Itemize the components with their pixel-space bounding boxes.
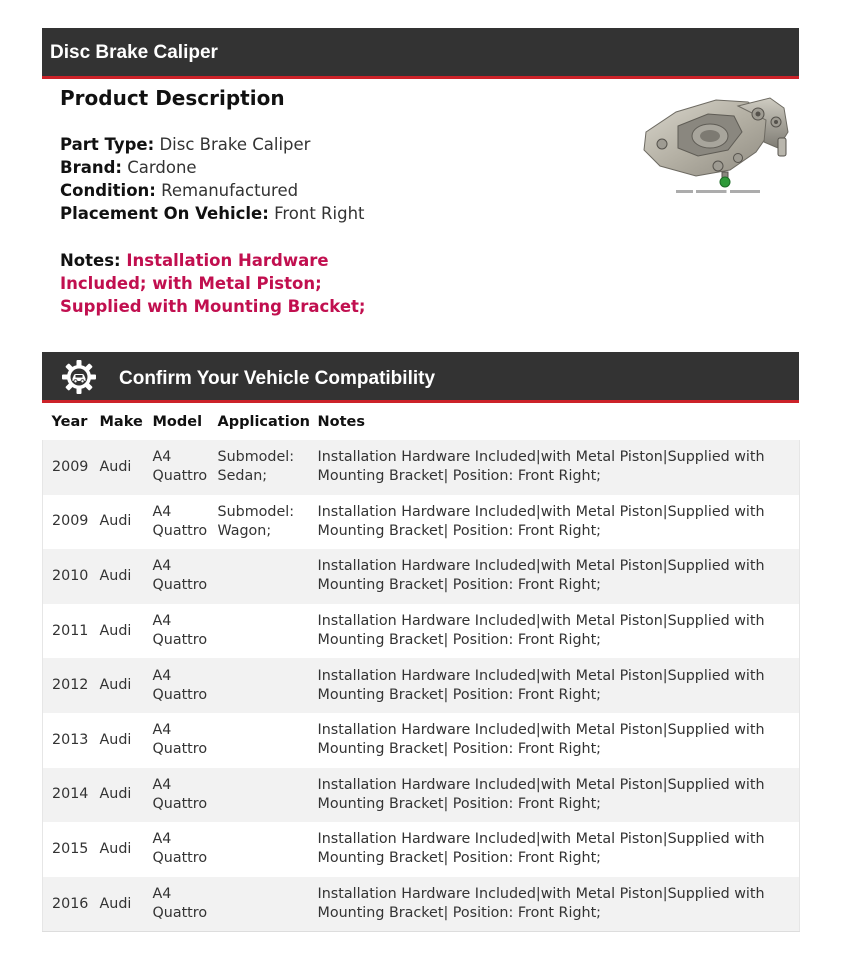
cell-notes: Installation Hardware Included|with Metal Piston|Supplied with Mounting Bracket| Position: Front Right; <box>309 768 800 823</box>
column-header-make: Make <box>99 413 143 430</box>
cell-make: Audi <box>91 604 144 659</box>
cell-year: 2016 <box>43 877 91 932</box>
cell-notes: Installation Hardware Included|with Metal Piston|Supplied with Mounting Bracket| Position: Front Right; <box>309 713 800 768</box>
field-value: Cardone <box>127 158 197 177</box>
cell-application: Submodel: Sedan; <box>209 440 309 495</box>
cell-notes: Installation Hardware Included|with Metal Piston|Supplied with Mounting Bracket| Position: Front Right; <box>309 877 800 932</box>
compatibility-title: Confirm Your Vehicle Compatibility <box>119 368 436 389</box>
field-value: Disc Brake Caliper <box>159 135 311 154</box>
cell-make: Audi <box>91 549 144 604</box>
table-body <box>43 440 800 932</box>
cell-application <box>209 604 309 659</box>
field-label: Condition: <box>60 181 156 200</box>
field-label: Placement On Vehicle: <box>60 204 269 223</box>
cell-year: 2010 <box>43 549 91 604</box>
table-row <box>43 495 800 550</box>
cell-model: A4 Quattro <box>144 604 209 659</box>
cell-application <box>209 768 309 823</box>
field-label: Brand: <box>60 158 123 177</box>
cell-year: 2009 <box>43 495 91 550</box>
cell-notes: Installation Hardware Included|with Metal Piston|Supplied with Mounting Bracket| Position: Front Right; <box>309 604 800 659</box>
cell-model: A4 Quattro <box>144 549 209 604</box>
cell-model: A4 Quattro <box>144 768 209 823</box>
notes-label: Notes: <box>60 251 121 270</box>
description-heading: Product Description <box>60 86 285 110</box>
cell-notes: Installation Hardware Included|with Metal Piston|Supplied with Mounting Bracket| Position: Front Right; <box>309 822 800 877</box>
cell-notes: Installation Hardware Included|with Metal Piston|Supplied with Mounting Bracket| Position: Front Right; <box>309 495 800 550</box>
cell-application <box>209 822 309 877</box>
condition-row <box>60 179 620 202</box>
cell-year: 2014 <box>43 768 91 823</box>
cell-application <box>209 549 309 604</box>
table-header-row <box>43 403 800 440</box>
cell-make: Audi <box>91 822 144 877</box>
cell-application <box>209 713 309 768</box>
column-header-year: Year <box>51 413 88 430</box>
column-header-model: Model <box>152 413 203 430</box>
field-label: Part Type: <box>60 135 155 154</box>
cell-model: A4 Quattro <box>144 658 209 713</box>
cell-model: A4 Quattro <box>144 877 209 932</box>
cell-notes: Installation Hardware Included|with Metal Piston|Supplied with Mounting Bracket| Position: Front Right; <box>309 440 800 495</box>
brake-caliper-image <box>638 92 798 198</box>
column-header-application: Application <box>217 413 310 430</box>
cell-model: A4 Quattro <box>144 713 209 768</box>
notes-value: Installation Hardware Included; with Metal Piston; Supplied with Mounting Bracket; <box>60 251 366 316</box>
column-header-notes: Notes <box>317 413 365 430</box>
cell-year: 2011 <box>43 604 91 659</box>
cell-year: 2013 <box>43 713 91 768</box>
compatibility-table <box>42 403 800 932</box>
table-row <box>43 822 800 877</box>
cell-model: A4 Quattro <box>144 440 209 495</box>
table-row <box>43 877 800 932</box>
table-row <box>43 604 800 659</box>
table-row <box>43 440 800 495</box>
cell-notes: Installation Hardware Included|with Metal Piston|Supplied with Mounting Bracket| Position: Front Right; <box>309 549 800 604</box>
cell-year: 2012 <box>43 658 91 713</box>
cell-notes: Installation Hardware Included|with Metal Piston|Supplied with Mounting Bracket| Position: Front Right; <box>309 658 800 713</box>
cell-application <box>209 877 309 932</box>
cell-make: Audi <box>91 440 144 495</box>
table-row <box>43 768 800 823</box>
field-value: Front Right <box>274 204 365 223</box>
part-type-row <box>60 133 620 156</box>
field-value: Remanufactured <box>161 181 299 200</box>
cell-model: A4 Quattro <box>144 495 209 550</box>
compatibility-table-container <box>42 403 799 932</box>
cell-make: Audi <box>91 495 144 550</box>
cell-year: 2009 <box>43 440 91 495</box>
page-title: Disc Brake Caliper <box>50 42 218 63</box>
gear-car-icon <box>61 359 97 395</box>
compatibility-header <box>42 352 799 403</box>
placement-row <box>60 202 620 225</box>
cell-application: Submodel: Wagon; <box>209 495 309 550</box>
table-row <box>43 658 800 713</box>
product-description <box>60 85 620 318</box>
cell-make: Audi <box>91 713 144 768</box>
table-row <box>43 549 800 604</box>
cell-application <box>209 658 309 713</box>
cell-make: Audi <box>91 768 144 823</box>
image-caption-fineprint <box>676 190 760 193</box>
cell-make: Audi <box>91 877 144 932</box>
product-notes <box>60 249 390 318</box>
cell-make: Audi <box>91 658 144 713</box>
brand-row <box>60 156 620 179</box>
cell-year: 2015 <box>43 822 91 877</box>
table-row <box>43 713 800 768</box>
description-fields <box>60 133 620 225</box>
title-bar <box>42 28 799 79</box>
cell-model: A4 Quattro <box>144 822 209 877</box>
